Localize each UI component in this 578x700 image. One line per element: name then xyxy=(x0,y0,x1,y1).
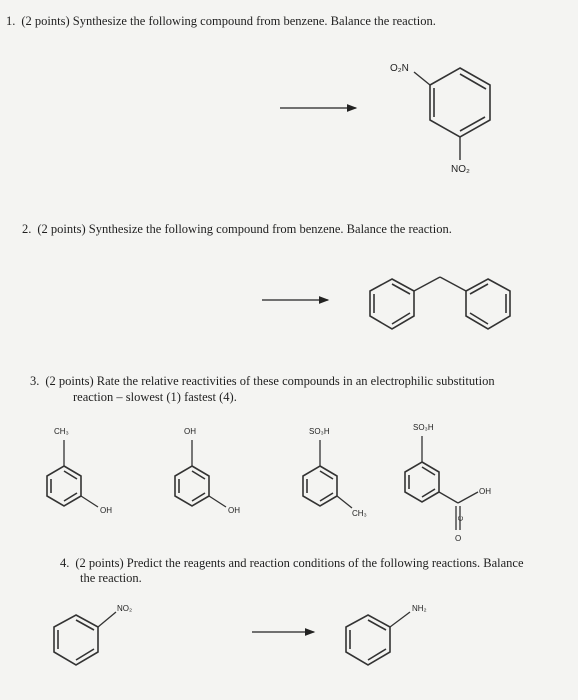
q4-product-ring xyxy=(346,615,390,665)
q3-compound-1-ring xyxy=(47,466,81,506)
q3-compound-4-carboxyl xyxy=(439,492,478,530)
q2-methylene-bridge xyxy=(414,277,466,291)
q2-benzene-ring-right xyxy=(466,279,510,329)
question-4-number: 4. xyxy=(60,556,70,570)
q3-compound-4-o: O xyxy=(455,534,462,543)
q2-benzene-ring-left xyxy=(370,279,414,329)
question-3-text: (2 points) Rate the relative reactivities of these compounds in an electrophilic substitution xyxy=(45,374,495,388)
q1-no2-bond-top xyxy=(414,72,430,85)
question-4-text: (2 points) Predict the reagents and reaction conditions of the following reactions. Balance xyxy=(75,556,524,570)
q3-compound-4-so3h: SO₃H xyxy=(413,423,434,432)
q3-compound-4-c: C xyxy=(458,515,465,521)
q4-nh2-label: NH₂ xyxy=(412,604,427,613)
q1-benzene-ring xyxy=(430,68,490,137)
q3-compound-3-ch3-bond xyxy=(337,496,352,508)
q3-compound-4-ring xyxy=(405,462,439,502)
question-3-continuation: reaction – slowest (1) fastest (4). xyxy=(73,390,237,404)
q3-compound-3-ch3: CH₃ xyxy=(352,509,367,518)
question-1-number: 1. xyxy=(6,14,16,28)
q3-compound-1-oh-bond xyxy=(81,496,98,507)
q4-no2-label: NO₂ xyxy=(117,604,133,613)
q4-nh2-bond xyxy=(390,612,410,627)
q3-compound-1-ch3: CH₃ xyxy=(54,427,69,436)
q3-compound-2-top-oh: OH xyxy=(184,427,196,436)
question-2-text: (2 points) Synthesize the following compound from benzene. Balance the reaction. xyxy=(37,222,452,236)
q3-compound-2-oh-bond xyxy=(209,496,226,507)
question-1-text: (2 points) Synthesize the following compound from benzene. Balance the reaction. xyxy=(21,14,436,28)
q3-compound-3-ring xyxy=(303,466,337,506)
q1-o2n-label: O₂N xyxy=(390,63,409,74)
q3-compound-1-oh: OH xyxy=(100,506,112,515)
q3-compound-2-oh: OH xyxy=(228,506,240,515)
question-3-number: 3. xyxy=(30,374,40,388)
q3-compound-2-ring xyxy=(175,466,209,506)
q3-compound-3-so3h: SO₃H xyxy=(309,427,330,436)
q4-start-ring xyxy=(54,615,98,665)
q1-no2-label: NO₂ xyxy=(451,164,470,175)
q4-no2-bond xyxy=(98,612,116,627)
question-4-continuation: the reaction. xyxy=(80,571,142,585)
question-2-number: 2. xyxy=(22,222,32,236)
q3-compound-4-oh: OH xyxy=(479,487,491,496)
